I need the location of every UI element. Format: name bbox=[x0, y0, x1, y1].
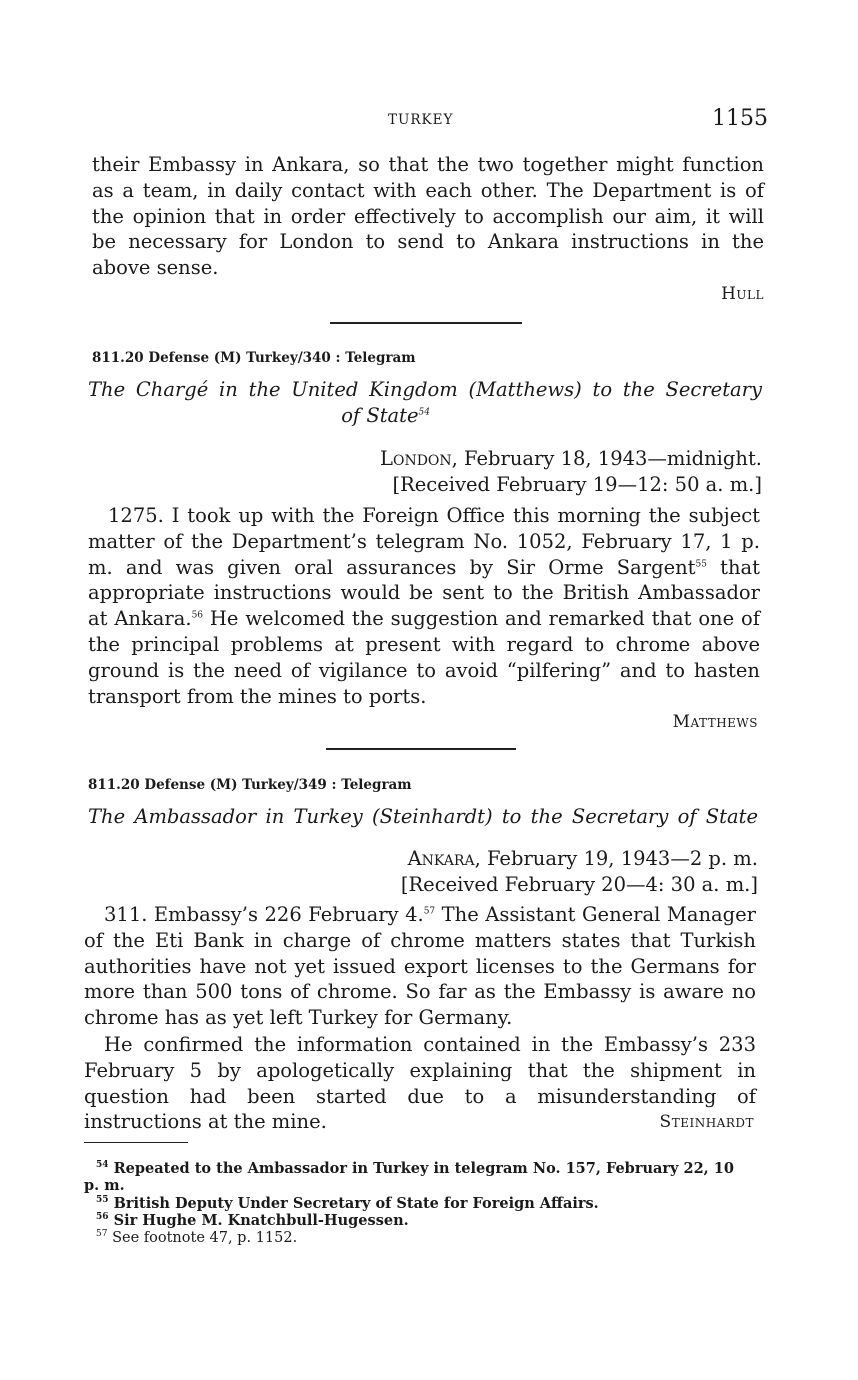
footnote-ref: 54 bbox=[418, 407, 430, 418]
message-paragraph-2: He confirmed the information contained in the Embassy’s 233 February 5 by apologetically explaining that the shipment in question had been started due to a misunderstanding of instructions at the mine. bbox=[84, 1033, 756, 1134]
signature-matthews: Matthews bbox=[672, 712, 758, 732]
footnote: $^{54}$ Repeated to the Ambassador in Turkey in telegram No. 157, February 22, 10 p. m. bbox=[84, 1160, 734, 1194]
signature-steinhardt: Steinhardt bbox=[659, 1112, 754, 1132]
footnote: $^{57}$ See footnote 47, p. 1152. bbox=[96, 1229, 298, 1246]
section-divider bbox=[326, 748, 516, 750]
place: London bbox=[380, 447, 452, 470]
document-title: The Chargé in the United Kingdom (Matthews) to the Secretary bbox=[88, 378, 762, 401]
document-title: The Ambassador in Turkey (Steinhardt) to the Secretary of State bbox=[88, 805, 758, 828]
footnote: $^{56}$ Sir Hughe M. Knatchbull-Hugessen. bbox=[96, 1212, 409, 1229]
continued-paragraph: their Embassy in Ankara, so that the two together might function as a team, in daily contact with each other. The Department is of the opinion that in order effectively to accomplish our aim, it will be necessary for London to send to Ankara instructions in the above sense. bbox=[92, 153, 764, 280]
file-reference: 811.20 Defense (M) Turkey/349 : Telegram bbox=[88, 777, 412, 793]
message-paragraph: 311. Embassy’s 226 February 4.57 The Assistant General Manager of the Eti Bank in charge of chrome matters states that Turkish authorities have not yet issued export licenses to the Germans for more than 500 tons of chrome. So far as the Embassy is aware no chrome has as yet left Turkey for Germany. bbox=[84, 903, 756, 1030]
footnote: $^{55}$ British Deputy Under Secretary of State for Foreign Affairs. bbox=[96, 1195, 599, 1212]
message-paragraph: 1275. I took up with the Foreign Office this morning the subject matter of the Department’s telegram No. 1052, February 17, 1 p. m. and was given oral assurances by Sir Orme Sargent$^{55}$ that appropriate instructions would be sent to the British Ambassador at Ankara.$^{56}$ He welcomed the suggestion and remarked that one of the principal problems at present with regard to chrome above ground is the need of vigilance to avoid “pilfering” and to hasten transport from the mines to ports. bbox=[88, 504, 760, 708]
received-line: [Received February 20—4: 30 a. m.] bbox=[400, 873, 758, 896]
page-number: 1155 bbox=[712, 106, 768, 131]
dateline: Ankara, February 19, 1943—2 p. m. bbox=[407, 847, 758, 870]
footnote-ref: 55 bbox=[695, 559, 707, 570]
footnote-ref: 57 bbox=[423, 906, 436, 917]
file-reference: 811.20 Defense (M) Turkey/340 : Telegram bbox=[92, 350, 416, 366]
signature-hull: Hull bbox=[721, 284, 764, 304]
received-line: [Received February 19—12: 50 a. m.] bbox=[392, 473, 762, 496]
footnote-divider bbox=[84, 1142, 188, 1143]
dateline: London, February 18, 1943—midnight. bbox=[380, 447, 762, 470]
place: Ankara bbox=[407, 847, 475, 870]
running-title: TURKEY bbox=[388, 112, 454, 128]
footnote-ref: 56 bbox=[191, 610, 204, 621]
document-title-line2: of State$^{54}$ bbox=[341, 404, 430, 427]
section-divider bbox=[330, 322, 522, 324]
